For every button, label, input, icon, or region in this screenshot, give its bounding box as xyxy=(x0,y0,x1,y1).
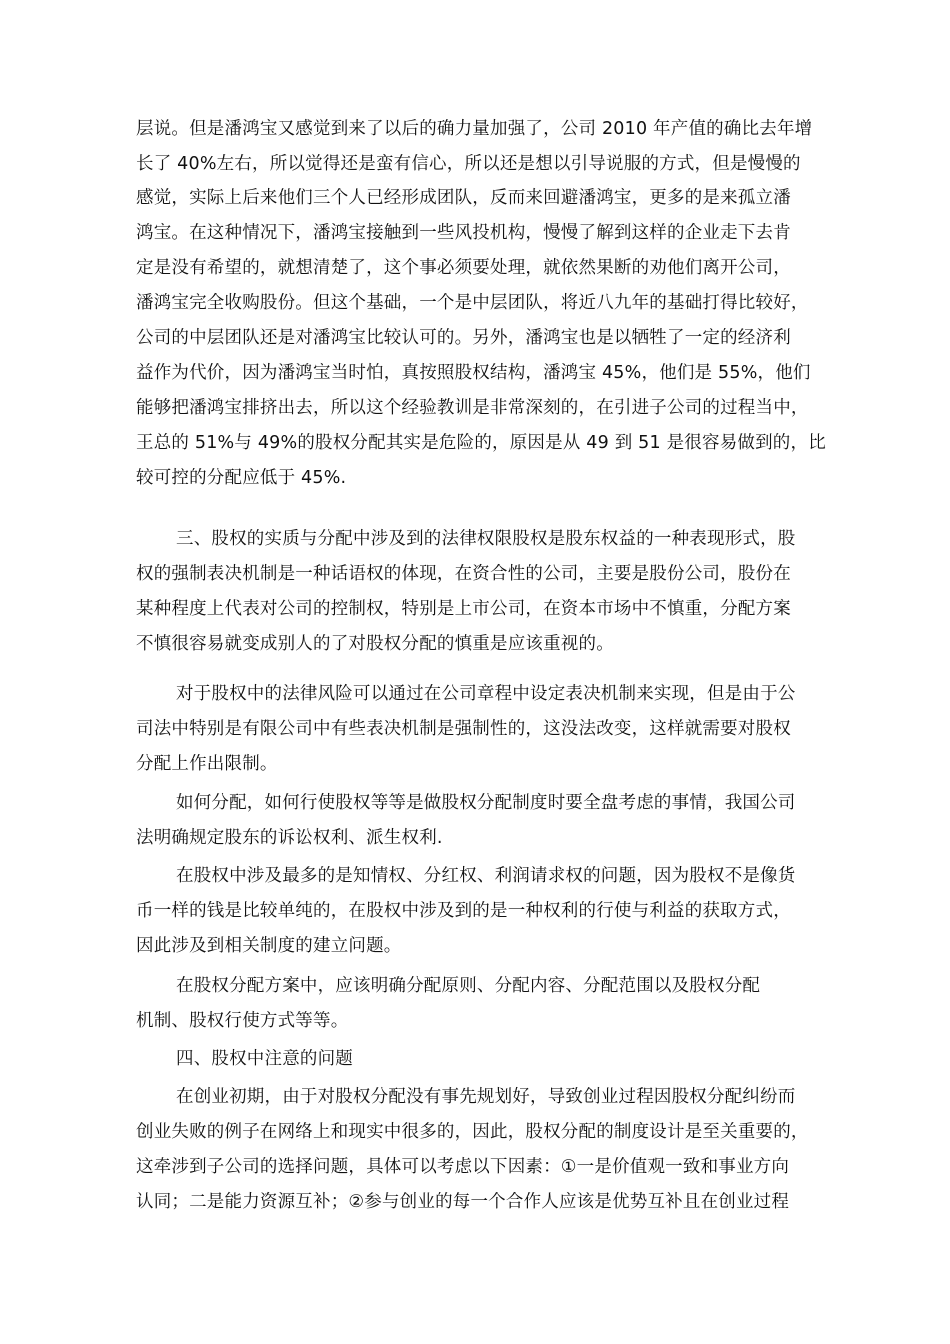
text-line: 认同；二是能力资源互补；②参与创业的每一个合作人应该是优势互补且在创业过程 xyxy=(136,1192,790,1212)
section-heading-four: 四、股权中注意的问题 xyxy=(176,1049,353,1069)
text-line: 法明确规定股东的诉讼权利、派生权利. xyxy=(136,828,443,848)
text-line: 分配上作出限制。 xyxy=(136,754,278,774)
paragraph-start: 对于股权中的法律风险可以通过在公司章程中设定表决机制来实现，但是由于公 xyxy=(176,684,796,704)
paragraph-start: 在股权中涉及最多的是知情权、分红权、利润请求权的问题，因为股权不是像货 xyxy=(176,866,796,886)
text-line: 感觉，实际上后来他们三个人已经形成团队，反而来回避潘鸿宝，更多的是来孤立潘 xyxy=(136,188,791,208)
text-line: 公司的中层团队还是对潘鸿宝比较认可的。另外，潘鸿宝也是以牺牲了一定的经济利 xyxy=(136,328,791,348)
text-line: 这牵涉到子公司的选择问题，具体可以考虑以下因素：①一是价值观一致和事业方向 xyxy=(136,1157,790,1177)
paragraph-start: 如何分配，如何行使股权等等是做股权分配制度时要全盘考虑的事情，我国公司 xyxy=(176,793,796,813)
text-line: 潘鸿宝完全收购股份。但这个基础，一个是中层团队，将近八九年的基础打得比较好， xyxy=(136,293,809,313)
paragraph-start: 在创业初期，由于对股权分配没有事先规划好，导致创业过程因股权分配纠纷而 xyxy=(176,1087,796,1107)
text-line: 长了 40%左右，所以觉得还是蛮有信心，所以还是想以引导说服的方式，但是慢慢的 xyxy=(136,154,801,174)
text-line: 币一样的钱是比较单纯的，在股权中涉及到的是一种权利的行使与利益的获取方式， xyxy=(136,901,791,921)
text-line: 创业失败的例子在网络上和现实中很多的，因此，股权分配的制度设计是至关重要的， xyxy=(136,1122,809,1142)
text-line: 王总的 51%与 49%的股权分配其实是危险的，原因是从 49 到 51 是很容易做到的，比 xyxy=(136,433,826,453)
text-line: 不慎很容易就变成别人的了对股权分配的慎重是应该重视的。 xyxy=(136,634,614,654)
text-line: 定是没有希望的，就想清楚了，这个事必须要处理，就依然果断的劝他们离开公司， xyxy=(136,258,791,278)
text-line: 因此涉及到相关制度的建立问题。 xyxy=(136,936,402,956)
text-line: 层说。但是潘鸿宝又感觉到来了以后的确力量加强了，公司 2010 年产值的确比去年增 xyxy=(136,119,813,139)
text-line: 某种程度上代表对公司的控制权，特别是上市公司，在资本市场中不慎重，分配方案 xyxy=(136,599,791,619)
text-line: 益作为代价，因为潘鸿宝当时怕，真按照股权结构，潘鸿宝 45%，他们是 55%，他们 xyxy=(136,363,811,383)
section-heading-three: 三、股权的实质与分配中涉及到的法律权限股权是股东权益的一种表现形式，股 xyxy=(176,529,796,549)
text-line: 能够把潘鸿宝排挤出去，所以这个经验教训是非常深刻的，在引进子公司的过程当中， xyxy=(136,398,809,418)
text-line: 较可控的分配应低于 45%. xyxy=(136,468,347,488)
paragraph-start: 在股权分配方案中，应该明确分配原则、分配内容、分配范围以及股权分配 xyxy=(176,976,761,996)
text-line: 机制、股权行使方式等等。 xyxy=(136,1011,349,1031)
text-line: 权的强制表决机制是一种话语权的体现，在资合性的公司，主要是股份公司，股份在 xyxy=(136,564,791,584)
text-line: 鸿宝。在这种情况下，潘鸿宝接触到一些风投机构，慢慢了解到这样的企业走下去肯 xyxy=(136,223,791,243)
text-line: 司法中特别是有限公司中有些表决机制是强制性的，这没法改变，这样就需要对股权 xyxy=(136,719,791,739)
